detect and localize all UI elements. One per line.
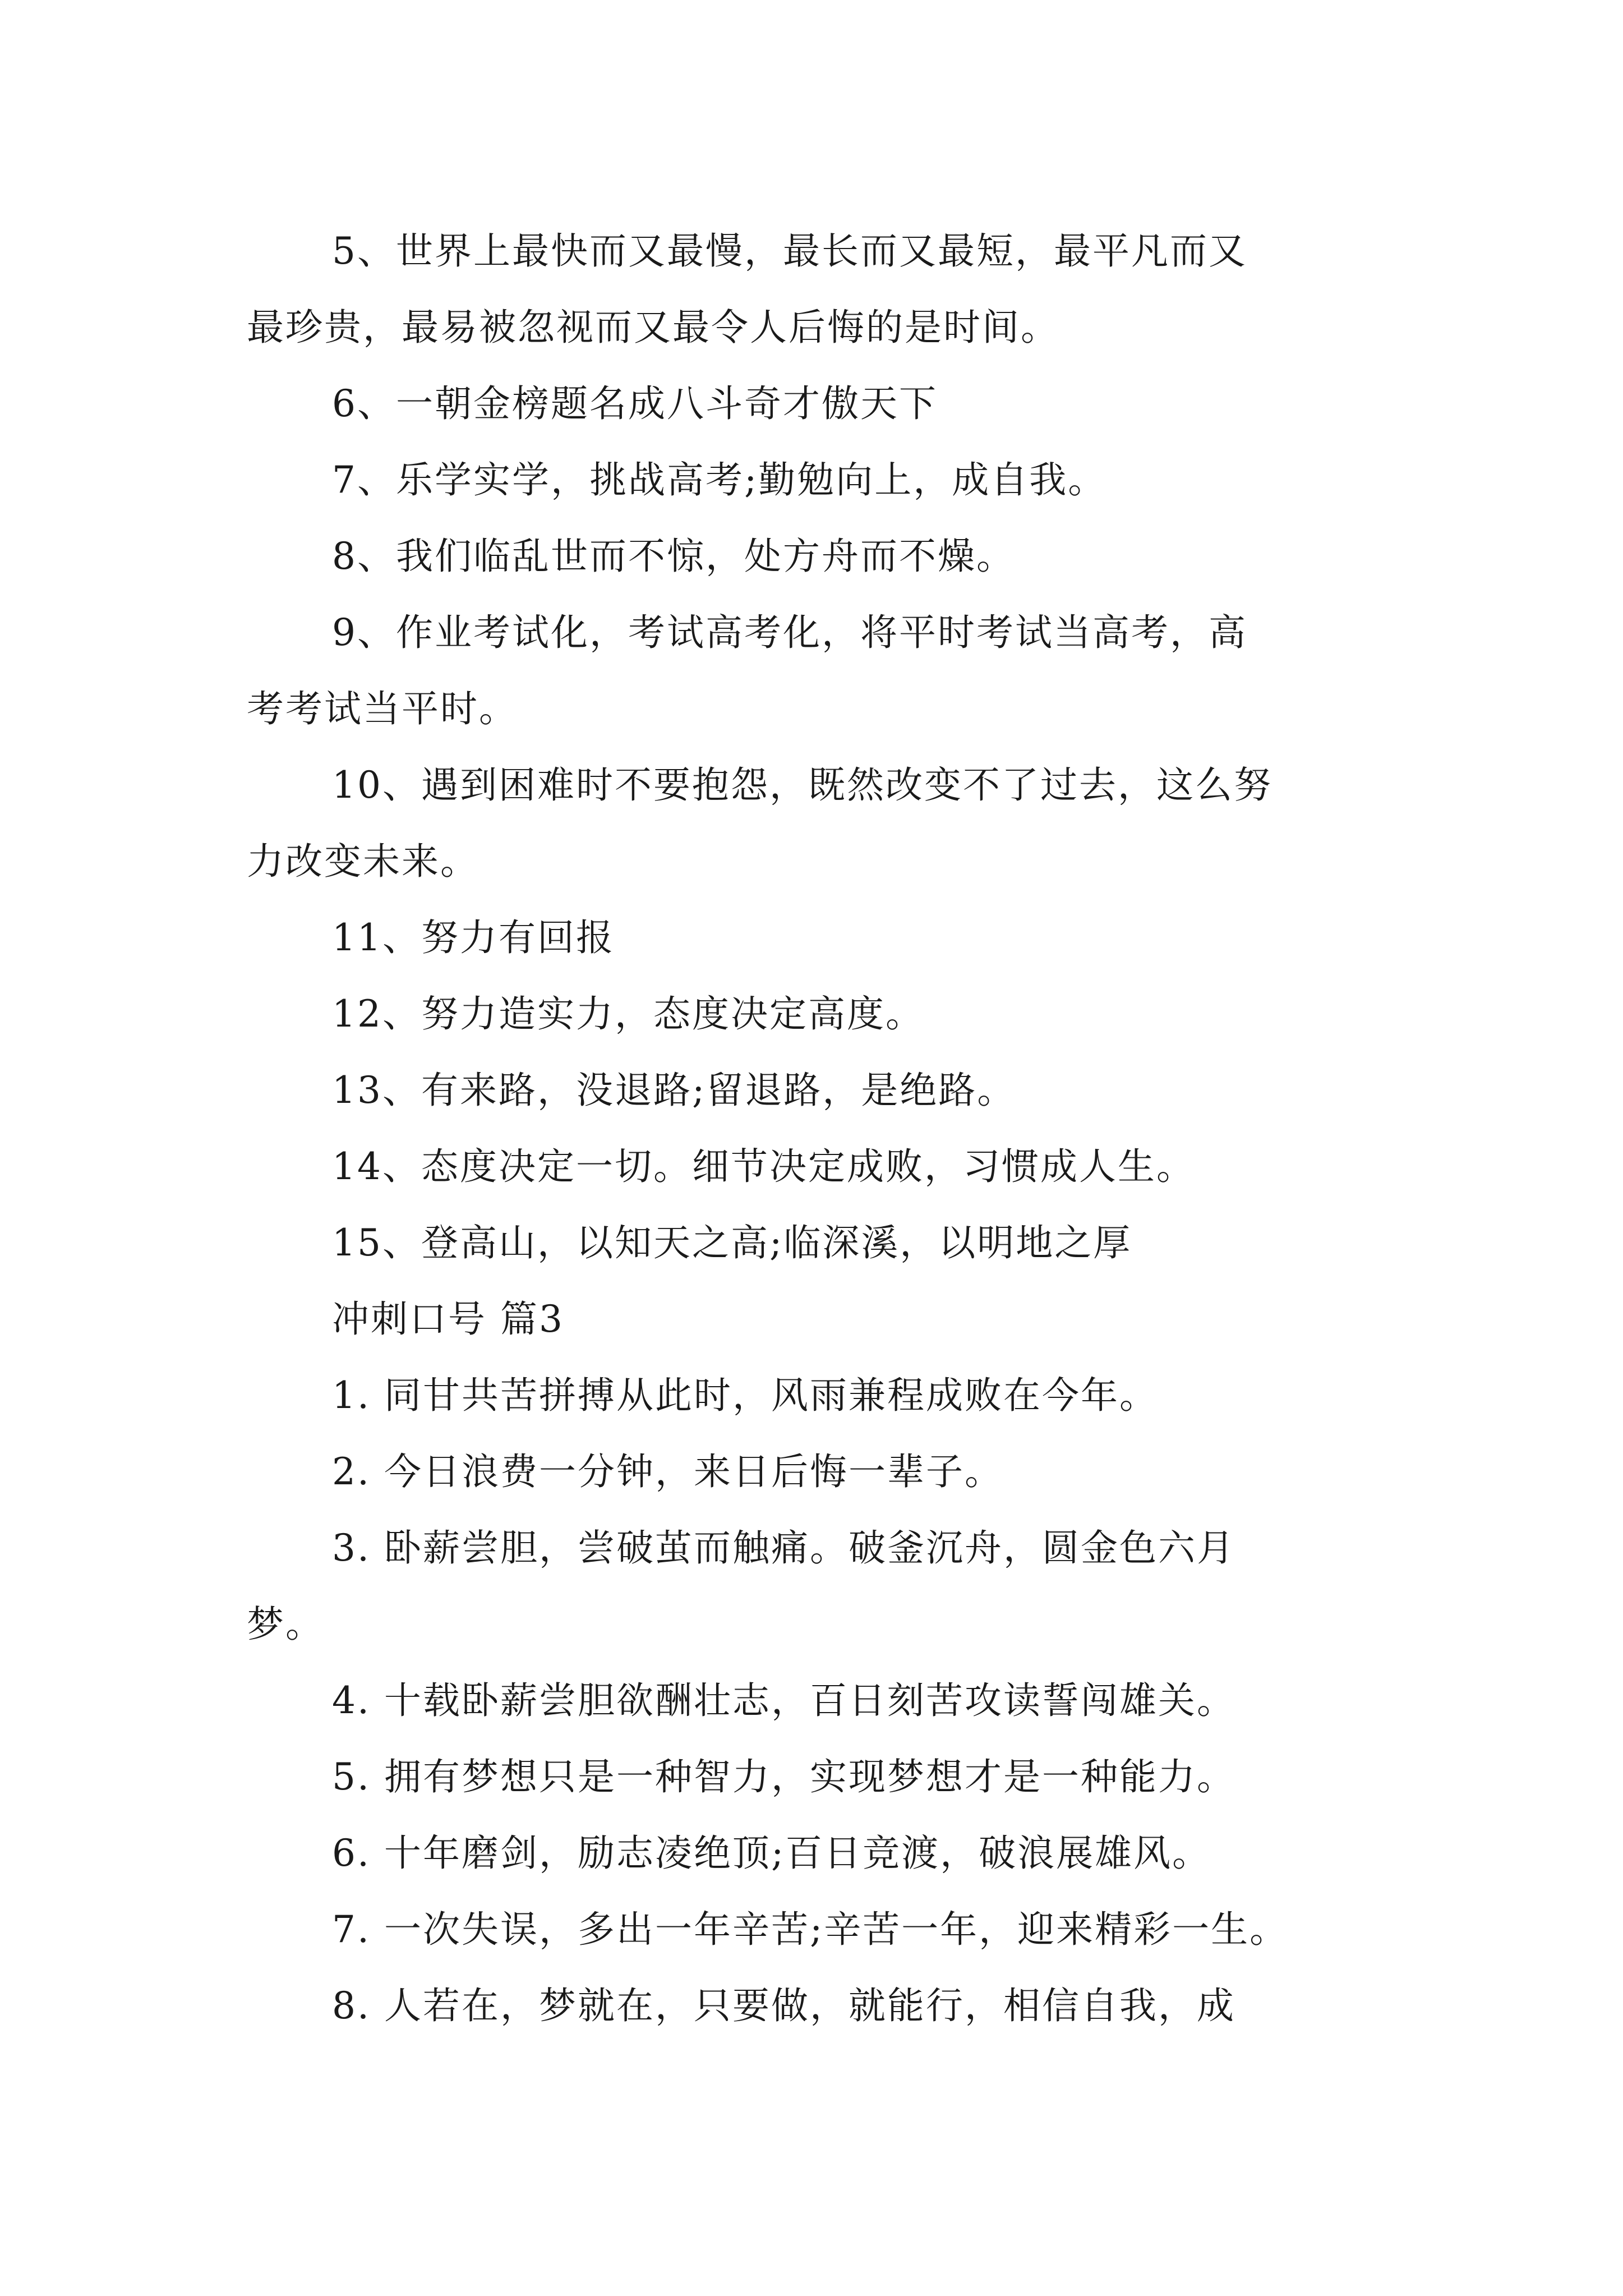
- text-line: 8. 人若在，梦就在，只要做，就能行，相信自我，成: [332, 1984, 1235, 2027]
- text-line: 10、遇到困难时不要抱怨，既然改变不了过去，这么努: [332, 763, 1272, 807]
- text-line: 4. 十载卧薪尝胆欲酬壮志，百日刻苦攻读誓闯雄关。: [332, 1679, 1235, 1722]
- section-heading: 冲刺口号 篇3: [332, 1297, 564, 1341]
- text-line: 8、我们临乱世而不惊，处方舟而不燥。: [332, 535, 1015, 578]
- text-line: 6、一朝金榜题名成八斗奇才傲天下: [332, 382, 938, 425]
- text-line: 7. 一次失误，多出一年辛苦;辛苦一年，迎来精彩一生。: [332, 1908, 1289, 1951]
- text-line: 考考试当平时。: [247, 687, 518, 730]
- text-line: 力改变未来。: [247, 840, 479, 883]
- text-line: 12、努力造实力，态度决定高度。: [332, 992, 924, 1036]
- text-line: 7、乐学实学，挑战高考;勤勉向上，成自我。: [332, 458, 1107, 501]
- text-line: 14、态度决定一切。细节决定成败，习惯成人生。: [332, 1145, 1195, 1188]
- text-line: 5. 拥有梦想只是一种智力，实现梦想才是一种能力。: [332, 1755, 1235, 1798]
- text-line: 梦。: [247, 1603, 324, 1646]
- text-line: 最珍贵，最易被忽视而又最令人后悔的是时间。: [247, 306, 1059, 349]
- text-line: 3. 卧薪尝胆，尝破茧而触痛。破釜沉舟，圆金色六月: [332, 1526, 1235, 1570]
- text-line: 15、登高山，以知天之高;临深溪，以明地之厚: [332, 1221, 1132, 1264]
- text-line: 13、有来路，没退路;留退路，是绝路。: [332, 1069, 1016, 1112]
- text-line: 5、世界上最快而又最慢，最长而又最短，最平凡而又: [332, 229, 1247, 273]
- text-line: 1. 同甘共苦拼搏从此时，风雨兼程成败在今年。: [332, 1374, 1158, 1417]
- text-line: 9、作业考试化，考试高考化，将平时考试当高考，高: [332, 611, 1247, 654]
- document-page: [247, 213, 1380, 2044]
- text-line: 6. 十年磨剑，励志凌绝顶;百日竞渡，破浪展雄风。: [332, 1832, 1211, 1875]
- text-line: 2. 今日浪费一分钟，来日后悔一辈子。: [332, 1450, 1003, 1493]
- text-line: 11、努力有回报: [332, 916, 615, 959]
